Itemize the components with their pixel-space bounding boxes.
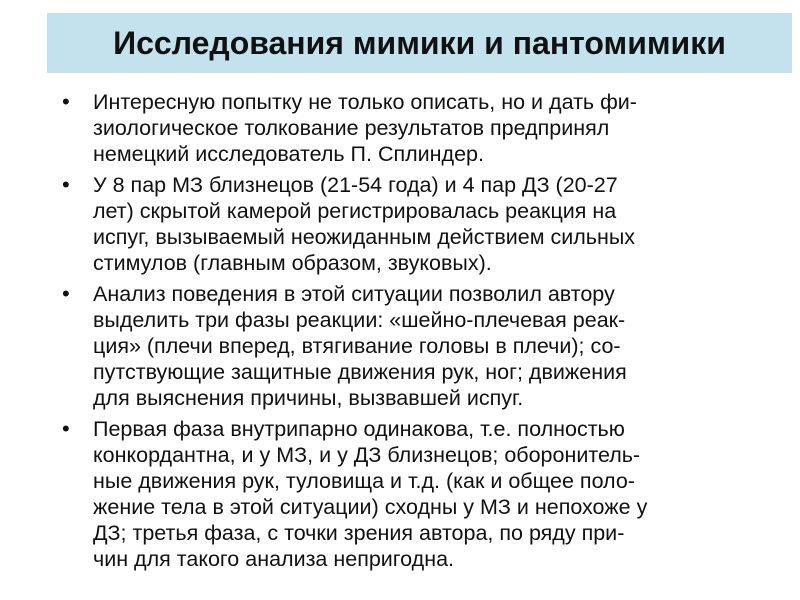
bullet-text-line: ные движения рук, туловища и т.д. (как и общее поло-	[93, 469, 635, 493]
bullet-text-line: ДЗ; третья фаза, с точки зрения автора, по ряду при-	[93, 521, 625, 545]
bullet-text-line: Анализ поведения в этой ситуации позволил автору	[93, 282, 615, 306]
bullet-text-line: Первая фаза внутрипарно одинакова, т.е. полностью	[93, 417, 625, 441]
bullet-text-line: выделить три фазы реакции: «шейно-плечевая реак-	[93, 308, 626, 332]
bullet-text-line: для выяснения причины, вызвавшей испуг.	[93, 386, 524, 410]
slide-title: Исследования мимики и пантомимики	[113, 24, 726, 61]
bullet-text-line: чин для такого анализа непригодна.	[93, 547, 455, 571]
bullet-text-line: путствующие защитные движения рук, ног; движения	[93, 360, 627, 384]
bullet-item-1	[62, 89, 787, 167]
bullet-icon: •	[62, 89, 70, 114]
bullet-text-line: зиологическое толкование результатов предпринял	[93, 116, 610, 140]
bullet-item-3	[62, 281, 787, 411]
bullet-icon: •	[62, 172, 70, 197]
bullet-icon: •	[62, 281, 70, 306]
bullet-icon: •	[62, 416, 70, 441]
bullet-text-line: жение тела в этой ситуации) сходны у МЗ и непохоже у	[93, 495, 648, 519]
bullet-text-line: конкордантна, и у МЗ, и у ДЗ близнецов; оборонитель-	[93, 443, 641, 467]
bullet-item-4	[62, 416, 787, 572]
bullet-text-line: лет) скрытой камерой регистрировалась реакция на	[93, 199, 617, 223]
title-band	[47, 13, 792, 73]
bullet-item-2	[62, 172, 787, 276]
bullet-text-line: немецкий исследователь П. Сплиндер.	[93, 142, 484, 166]
bullet-text-line: испуг, вызываемый неожиданным действием сильных	[93, 225, 636, 249]
bullet-text-line: У 8 пар МЗ близнецов (21-54 года) и 4 пар ДЗ (20-27	[93, 173, 618, 197]
bullet-text-line: Интересную попытку не только описать, но и дать фи-	[93, 90, 637, 114]
bullet-list	[62, 89, 787, 577]
bullet-text-line: стимулов (главным образом, звуковых).	[93, 251, 492, 275]
bullet-text-line: ция» (плечи вперед, втягивание головы в плечи); со-	[93, 334, 621, 358]
